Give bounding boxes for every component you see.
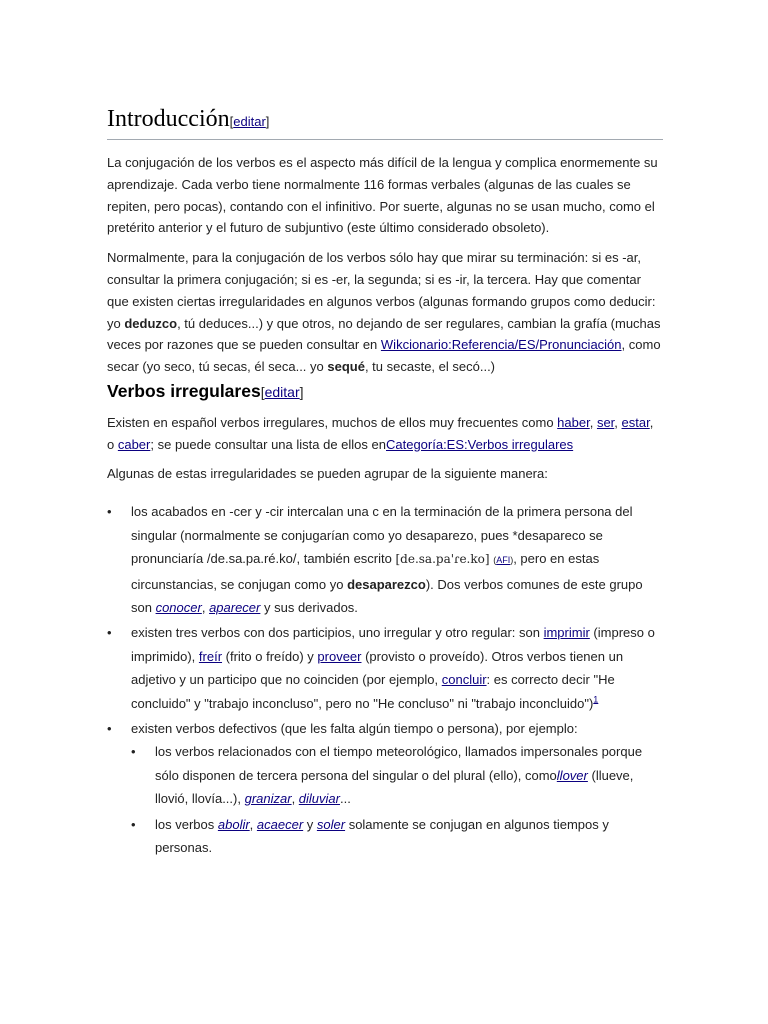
text-span: , pero en estas circunstancias, se conjugan como yo: [131, 551, 600, 592]
text-span: ). Dos verbos comunes de este grupo son: [131, 576, 643, 615]
list-item: [131, 813, 663, 860]
text-span: Normalmente, para la conjugación de los verbos sólo hay que mirar su terminación: si es -ar, consultar la primera conjugación; si es -er, la segunda; si es -ir, la tercera. Hay que comentar que existen ciertas irregularidades en algunos verbos (algunas formando grupos como deducir: yo: [107, 250, 656, 331]
text-span: (frito o freído) y: [222, 648, 318, 664]
aparecer-link[interactable]: aparecer: [209, 599, 261, 615]
intro-paragraph-2: [107, 247, 663, 378]
abolir-link[interactable]: abolir: [217, 816, 250, 832]
text-span: , tu secaste, el secó...): [364, 359, 496, 375]
text-span: , o: [107, 414, 654, 452]
text-span: los acabados en -cer y -cir intercalan una c en la terminación de la primera persona del singular (normalmente se conjugarían como yo desaparezo, pues *desapareco se pronunciaría /de.sa.pa.ré.ko/, también escrito: [131, 504, 633, 567]
text-span: ,: [589, 414, 597, 430]
list-item: [107, 500, 663, 619]
text-span: los verbos: [155, 816, 218, 832]
text-span: : es correcto decir "He concluido" y "trabajo inconcluso", pero no "He concluso" ni "trabajo inconcluido"): [131, 672, 615, 711]
freir-link[interactable]: freír: [198, 648, 223, 664]
granizar-link[interactable]: granizar: [244, 791, 292, 807]
imprimir-link[interactable]: imprimir: [543, 625, 590, 641]
afi-note: (AFI): [493, 555, 514, 566]
bold-seque: sequé: [327, 359, 365, 375]
text-span: ,: [201, 599, 210, 615]
list-item: [107, 717, 663, 859]
irregulares-heading: [107, 378, 663, 405]
text-span: existen tres verbos con dos participios, uno irregular y otro regular: son: [131, 625, 544, 641]
haber-link[interactable]: haber: [557, 414, 590, 430]
intro-heading: [107, 104, 663, 140]
text-span: ,: [614, 414, 622, 430]
bold-desaparezco: desaparezco: [347, 576, 426, 592]
text-span: ...: [339, 791, 351, 807]
pronunciacion-link[interactable]: Wikcionario:Referencia/ES/Pronunciación: [380, 337, 622, 353]
afi-link[interactable]: AFI: [496, 555, 511, 566]
text-span: los verbos relacionados con el tiempo meteorológico, llamados impersonales porque sólo disponen de tercera persona del singular o del plural (ello), como: [155, 744, 643, 783]
estar-link[interactable]: estar: [621, 414, 650, 430]
text-span: ; se puede consultar una lista de ellos en: [150, 436, 386, 452]
list-item: [131, 740, 663, 810]
text-span: (provisto o proveído). Otros verbos tienen un adjetivo y un participo que no coinciden (por ejemplo,: [131, 648, 624, 688]
irregulares-edit-link[interactable]: editar: [264, 383, 300, 400]
intro-paragraph-1: La conjugación de los verbos es el aspecto más difícil de la lengua y complica enormemente su aprendizaje. Cada verbo tiene normalmente 116 formas verbales (algunas de las cuales se repiten, pero pocas), contando con el infinitivo. Por suerte, algunas no se usan mucho, como el pretérito anterior y el futuro de subjuntivo (este último considerado obsoleto).: [107, 155, 658, 236]
intro-edit-section: [editar]: [229, 114, 270, 129]
text-span: (impreso o imprimido),: [131, 625, 655, 664]
irregulares-title: Verbos irregulares: [107, 380, 261, 401]
irregulares-edit-section: [editar]: [260, 383, 304, 400]
soler-link[interactable]: soler: [316, 816, 346, 832]
ipa-transcription: [de.sa.pa'ɾe.ko]: [395, 552, 490, 567]
text-span: , tú deduces...) y que otros, no dejando de ser regulares, cambian la grafía (muchas veces por razones que se pueden consultar en: [107, 315, 661, 353]
text-span: Existen en español verbos irregulares, muchos de ellos muy frecuentes como: [107, 414, 558, 430]
intro-title: Introducción: [107, 106, 230, 132]
caber-link[interactable]: caber: [117, 436, 151, 452]
diluviar-link[interactable]: diluviar: [298, 791, 340, 807]
list-item: [107, 621, 663, 715]
article-content: [107, 104, 663, 861]
concluir-link[interactable]: concluir: [441, 672, 487, 688]
defective-verbs-list: [131, 740, 663, 859]
irregulares-paragraph-1: [107, 412, 663, 456]
ser-link[interactable]: ser: [596, 414, 615, 430]
text-span: (llueve, llovió, llovía...),: [155, 767, 634, 807]
bold-deduzco: deduzco: [124, 315, 178, 331]
footnote-link[interactable]: 1: [593, 694, 599, 705]
text-span: existen verbos defectivos (que les falta algún tiempo o persona), por ejemplo:: [131, 721, 578, 737]
text-span: , como secar (yo seco, tú secas, él seca... yo: [107, 337, 661, 375]
text-span: y: [303, 816, 317, 832]
llover-link[interactable]: llover: [556, 767, 588, 783]
text-span: ,: [291, 791, 299, 807]
proveer-link[interactable]: proveer: [317, 648, 362, 664]
text-span: ,: [249, 816, 257, 832]
intro-edit-link[interactable]: editar: [233, 114, 266, 129]
categoria-link[interactable]: Categoría:ES:Verbos irregulares: [385, 436, 574, 452]
text-span: solamente se conjugan en algunos tiempos y personas.: [155, 816, 609, 856]
text-span: y sus derivados.: [260, 599, 358, 615]
conocer-link[interactable]: conocer: [155, 599, 202, 615]
irregulares-paragraph-2: Algunas de estas irregularidades se pueden agrupar de la siguiente manera:: [107, 465, 548, 481]
irregularities-list: [107, 500, 663, 859]
acaecer-link[interactable]: acaecer: [256, 816, 304, 832]
